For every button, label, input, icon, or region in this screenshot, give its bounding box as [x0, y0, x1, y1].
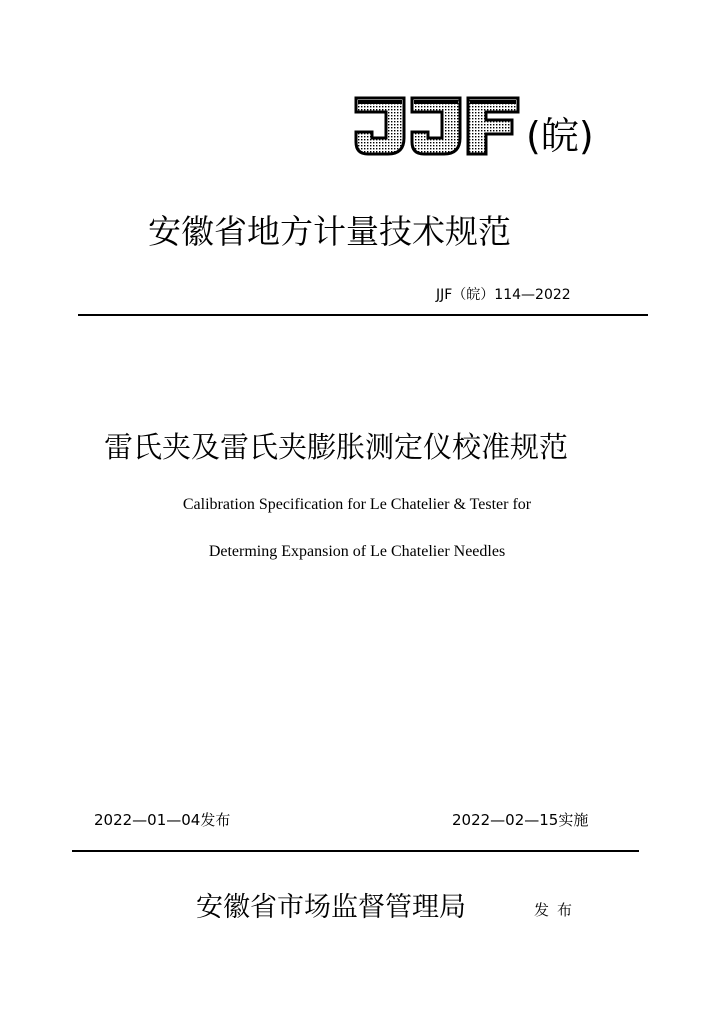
- publisher-name: 安徽省市场监督管理局: [196, 892, 466, 923]
- english-title-line2: Determing Expansion of Le Chatelier Needles: [208, 543, 506, 560]
- issue-date: 2022—01—04发布: [94, 811, 231, 829]
- bottom-divider: [72, 850, 639, 852]
- logo-region-suffix: (皖): [526, 114, 594, 158]
- series-title: 安徽省地方计量技术规范: [148, 212, 511, 251]
- main-title-zh: 雷氏夹及雷氏夹膨胀测定仪校准规范: [104, 430, 569, 464]
- publish-label: 发布: [534, 901, 581, 919]
- implementation-date: 2022—02—15实施: [452, 811, 589, 829]
- document-number: JJF（皖）114—2022: [436, 287, 571, 303]
- top-divider: [78, 314, 648, 316]
- jjf-logo: [352, 94, 522, 158]
- english-title-line1: Calibration Specification for Le Chatelier & Tester for: [182, 496, 532, 513]
